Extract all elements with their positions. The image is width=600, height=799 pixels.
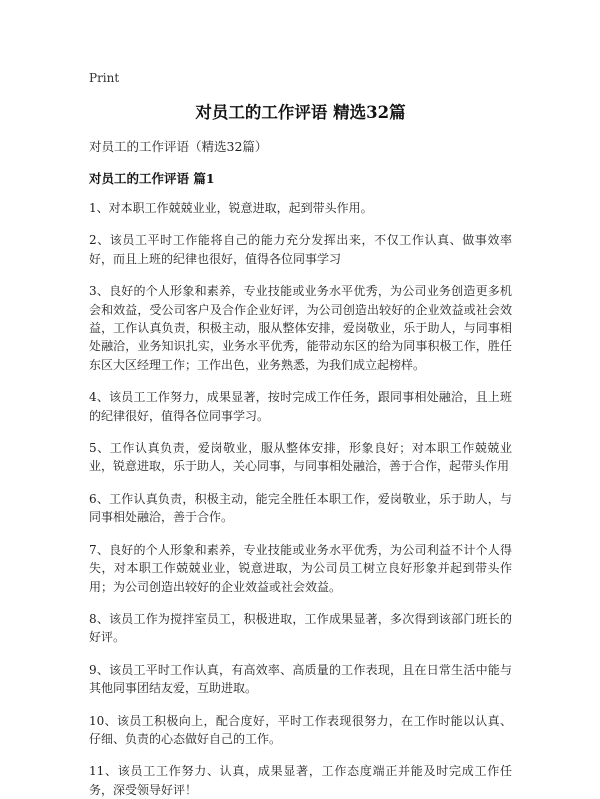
comment-item: 2、该员工平时工作能将自己的能力充分发挥出来，不仅工作认真、做事效率好，而且上班的纪律也很好，值得各位同事学习: [89, 233, 512, 266]
comment-item: 7、良好的个人形象和素养，专业技能或业务水平优秀，为公司利益不计个人得失，对本职工作兢兢业业，锐意进取，为公司员工树立良好形象并起到带头作用；为公司创造出较好的企业效益或社会效益。: [89, 542, 512, 594]
comment-item: 4、该员工工作努力，成果显著，按时完成工作任务，跟同事相处融洽，且上班的纪律很好，值得各位同事学习。: [89, 390, 512, 423]
comment-item: 3、良好的个人形象和素养，专业技能或业务水平优秀，为公司业务创造更多机会和效益，受公司客户及合作企业好评，为公司创造出较好的企业效益或社会效益，工作认真负责，积极主动，服从整体安排，爱岗敬业，乐于助人，与同事相处融洽，业务知识扎实，业务水平优秀，能带动东区的给为同事积极工作，胜任东区大区经理工作；工作出色，业务熟悉，为我们成立起榜样。: [89, 284, 512, 372]
page-title: 对员工的工作评语 精选32篇: [195, 103, 406, 122]
comment-item: 8、该员工作为搅拌室员工，积极进取，工作成果显著，多次得到该部门班长的好评。: [89, 611, 512, 645]
section-heading: 对员工的工作评语 篇1: [89, 171, 215, 186]
comment-item: 11、该员工工作努力、认真，成果显著，工作态度端正并能及时完成工作任务，深受领导好评！: [89, 764, 512, 797]
comment-item: 6、工作认真负责，积极主动，能完全胜任本职工作，爱岗敬业，乐于助人，与同事相处融洽，善于合作。: [89, 491, 512, 525]
comment-list: [89, 199, 512, 799]
comment-item: 10、该员工积极向上，配合度好，平时工作表现很努力，在工作时能以认真、仔细、负责的心态做好自己的工作。: [89, 713, 512, 746]
comment-item: 5、工作认真负责，爱岗敬业，服从整体安排，形象良好；对本职工作兢兢业业，锐意进取，乐于助人，关心同事，与同事相处融洽，善于合作，起带头作用: [89, 441, 512, 474]
comment-item: 9、该员工平时工作认真，有高效率、高质量的工作表现，且在日常生活中能与其他同事团结友爱，互助进取。: [89, 662, 512, 696]
comment-item: 1、对本职工作兢兢业业，锐意进取，起到带头作用。: [89, 201, 373, 215]
page-subtitle: 对员工的工作评语（精选32篇）: [89, 139, 268, 154]
print-link[interactable]: Print: [89, 71, 120, 85]
